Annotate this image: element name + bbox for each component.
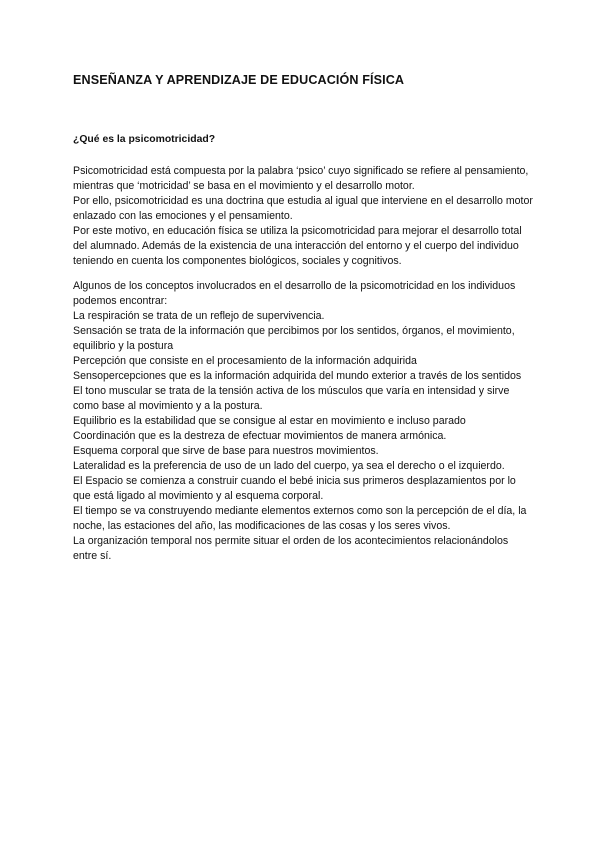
- concept-item: Percepción que consiste en el procesamiento de la información adquirida: [73, 355, 417, 367]
- concepts-intro: Algunos de los conceptos involucrados en el desarrollo de la psicomotricidad en los individuos podemos encontrar:: [73, 280, 516, 307]
- concept-item: El tono muscular se trata de la tensión activa de los músculos que varía en intensidad y sirve como base al movimiento y a la postura.: [73, 385, 510, 412]
- concept-item: La respiración se trata de un reflejo de supervivencia.: [73, 310, 325, 322]
- concept-item: Esquema corporal que sirve de base para nuestros movimientos.: [73, 445, 379, 457]
- concept-item: Equilibrio es la estabilidad que se consigue al estar en movimiento e incluso parado: [73, 415, 466, 427]
- concepts-section: [73, 279, 533, 564]
- intro-paragraph: Por este motivo, en educación física se utiliza la psicomotricidad para mejorar el desarrollo total del alumnado. Además de la existencia de una interacción del entorno y el cuerpo del individuo teniendo en cuenta los componentes biológicos, sociales y cognitivos.: [73, 225, 522, 267]
- concept-item: El Espacio se comienza a construir cuando el bebé inicia sus primeros desplazamientos por lo que está ligado al movimiento y al esquema corporal.: [73, 475, 516, 502]
- intro-paragraph: Psicomotricidad está compuesta por la palabra ‘psico’ cuyo significado se refiere al pensamiento, mientras que ‘motricidad’ se basa en el movimiento y el desarrollo motor.: [73, 165, 529, 192]
- document-title: ENSEÑANZA Y APRENDIZAJE DE EDUCACIÓN FÍSICA: [73, 73, 405, 87]
- intro-paragraph: Por ello, psicomotricidad es una doctrina que estudia al igual que interviene en el desarrollo motor enlazado con las emociones y el pensamiento.: [73, 195, 533, 222]
- concept-item: El tiempo se va construyendo mediante elementos externos como son la percepción de el día, la noche, las estaciones del año, las modificaciones de las cosas y los seres vivos.: [73, 505, 527, 532]
- section-heading: ¿Qué es la psicomotricidad?: [73, 134, 216, 145]
- concept-item: Coordinación que es la destreza de efectuar movimientos de manera armónica.: [73, 430, 447, 442]
- concept-item: Sensopercepciones que es la información adquirida del mundo exterior a través de los sentidos: [73, 370, 522, 382]
- concept-item: La organización temporal nos permite situar el orden de los acontecimientos relacionándolos entre sí.: [73, 535, 509, 562]
- intro-section: [73, 164, 533, 269]
- concept-item: Sensación se trata de la información que percibimos por los sentidos, órganos, el movimiento, equilibrio y la postura: [73, 325, 515, 352]
- concept-item: Lateralidad es la preferencia de uso de un lado del cuerpo, ya sea el derecho o el izquierdo.: [73, 460, 505, 472]
